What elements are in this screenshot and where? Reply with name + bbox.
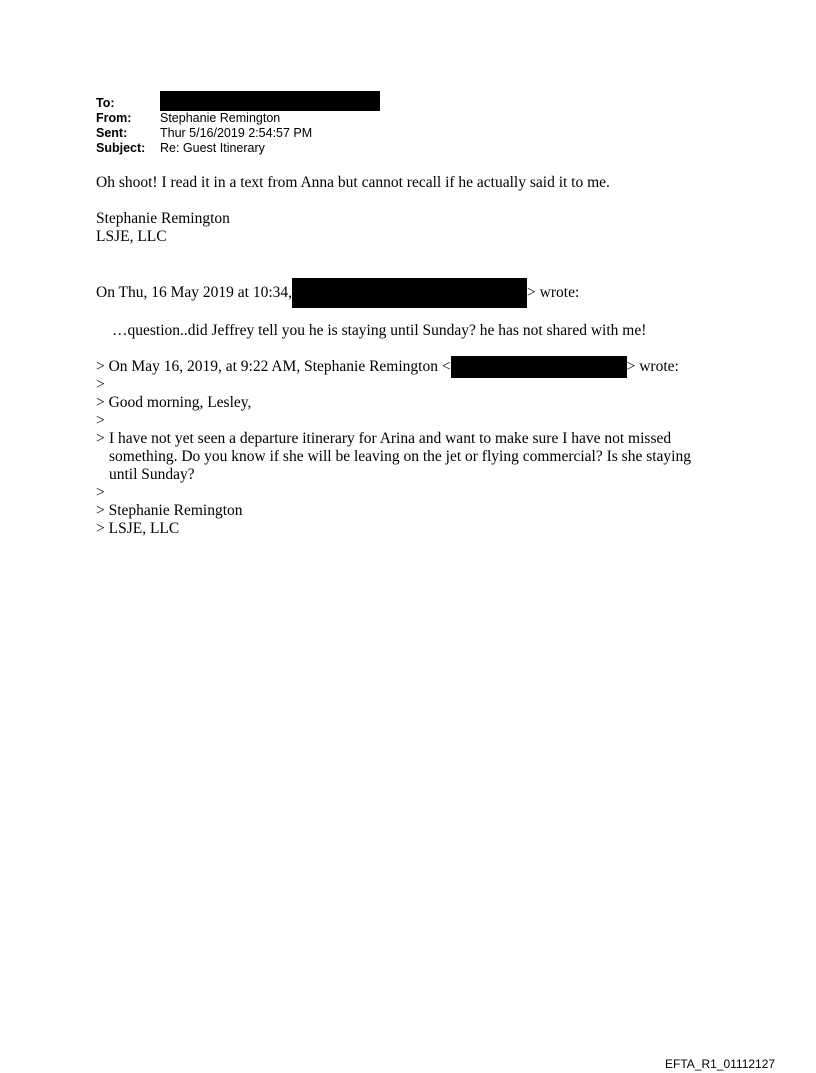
reply-text: Oh shoot! I read it in a text from Anna but cannot recall if he actually said it to me. — [96, 174, 610, 191]
document-id: EFTA_R1_01112127 — [665, 1057, 776, 1071]
to-row — [96, 96, 380, 111]
sent-row — [96, 126, 380, 141]
quoted-signature-name: > Stephanie Remington — [96, 502, 243, 519]
sender-redaction — [292, 278, 527, 308]
email-body — [96, 174, 716, 537]
signature-name: Stephanie Remington — [96, 210, 230, 227]
quoted-paragraph-text: I have not yet seen a departure itinerary for Arina and want to make sure I have not missed something. Do you know if she will be leaving on the jet or flying commercial? Is she staying until Sunday? — [109, 430, 691, 483]
subject-value: Re: Guest Itinerary — [160, 141, 265, 155]
quoted-blank-line: > — [96, 412, 105, 429]
earlier-intro-prefix: On Thu, 16 May 2019 at 10:34, — [96, 284, 293, 301]
subject-label: Subject: — [96, 141, 146, 155]
subject-row — [96, 141, 380, 156]
quoted-header-prefix: > On May 16, 2019, at 9:22 AM, Stephanie Remington < — [96, 358, 451, 375]
reply-signature — [96, 210, 716, 246]
sent-value: Thur 5/16/2019 2:54:57 PM — [160, 126, 313, 140]
sent-label: Sent: — [96, 126, 128, 140]
earlier-message: …question..did Jeffrey tell you he is staying until Sunday? he has not shared with me! — [112, 322, 647, 339]
from-row — [96, 111, 380, 126]
from-label: From: — [96, 111, 132, 125]
earlier-intro-suffix: > wrote: — [527, 284, 580, 301]
from-value: Stephanie Remington — [160, 111, 281, 125]
quoted-blank-line: > — [96, 376, 105, 393]
signature-company: LSJE, LLC — [96, 228, 167, 245]
email-redaction — [451, 356, 627, 378]
quoted-signature-company: > LSJE, LLC — [96, 520, 180, 537]
quoted-message — [96, 358, 716, 538]
quoted-greeting: > Good morning, Lesley, — [96, 394, 252, 411]
to-label: To: — [96, 96, 115, 110]
quoted-blank-line: > — [96, 484, 105, 501]
quote-marker: > — [96, 430, 105, 447]
earlier-intro — [96, 284, 579, 302]
quoted-paragraph — [96, 430, 716, 484]
quoted-header — [96, 358, 716, 376]
to-redaction — [160, 91, 380, 111]
quoted-header-suffix: > wrote: — [626, 358, 679, 375]
email-header — [96, 96, 380, 156]
